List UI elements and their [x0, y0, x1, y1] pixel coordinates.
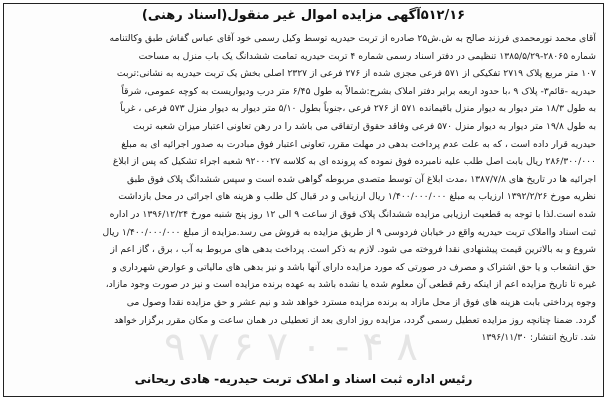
notice-line: وجوه پرداختی بابت هزینه های فوق از محل مازاد به برنده مزایده مسترد خواهد شد و نیم عشر و حق مزایده نقدا وصول می	[126, 296, 596, 308]
notice-title: ۵۱۲/۱۶آگهی مزایده اموال غیر منقول(اسناد رهنی)	[141, 8, 466, 23]
notice-signature: رئیس اداره ثبت اسناد و املاک تربت حیدریه- هادی ریحانی	[134, 372, 473, 386]
notice-body	[11, 30, 596, 348]
notice-line: نظریه مورخ ۱۳۹۲/۲/۲۶ ارزیاب به مبلغ ۱/۴۰۰/۰۰۰/۰۰۰ ریال ارزیابی و در قبال کل طلب و هزینه های اجرائی در محل بازداشت	[118, 191, 596, 203]
notice-line: حق انشعاب و یا حق اشتراک و مصرف در صورتی که مورد مزایده دارای آنها باشد و نیز بدهی های مالیاتی و عوارض شهرداری و	[112, 261, 596, 273]
notice-line: شده است.لذا با توجه به قطعیت ارزیابی مزایده ششدانگ پلاک فوق از ساعت ۹ الی ۱۲ روز پنج شنبه مورخ ۱۳۹۶/۱۲/۲۴ در اداره	[109, 208, 596, 220]
notice-line: اجرائیه ها در تاریخ های ۱۳۸۷/۷/۸ ،مدت ابلاغ آن توسط متصدی مربوطه گواهی شده است و سپس ششدانگ پلاک فوق طبق	[126, 173, 596, 185]
notice-line: حیدریه -قائم۳- پلاک ۹ ،با حدود اربعه برابر دفتر املاک بشرح:شمالاً به طول ۶/۴۵ متر درب ودیواریست به کوچه عمومی، شرقاً	[121, 85, 596, 97]
notice-line: حیدریه قرار داده است ، که به علت عدم پرداخت بدهی در مهلت مقرر، تعاونی اعتبار فوق مبادرت به صدور اجرائیه ای به مبلغ	[121, 138, 596, 150]
notice-line: غیره تا تاریخ مزایده اعم از اینکه رقم قطعی آن معلوم شده یا نشده باشد به عهده برنده مزایده است و نیز در صورت وجود مازاد،	[105, 279, 596, 291]
notice-line: آقای محمد نورمحمدی فرزند صالح به ش.ش۲۵ صادره از تربت حیدریه توسط وکیل رسمی خود آقای عباس گفاش طبق وکالتنامه	[109, 33, 596, 44]
notice-line: ۲۸۶/۳۰۰/۰۰۰ ریال بابت اصل طلب علیه نامبرده فوق نموده که پرونده ای به کلاسه ۹۲۰۰۰۲۷ شعبه اجراء تشکیل که پس از ابلاغ	[112, 156, 596, 168]
notice-line: به طول ۱۸/۳ متر دیوار به دیوار منزل باقیمانده ۵۷۱ از ۲۷۶ فرعی ،جنوباً بطول ۵/۱۰ متر دیوار به دیوار منزل ۵۷۳ فرعی ، غرباً	[120, 103, 596, 115]
notice-line: شد. تاریخ انتشار: ۱۳۹۶/۱۱/۳۰	[481, 332, 596, 344]
watermark: ۹ ۷ ۶ ۷ ۰ - ۴ ۸	[164, 324, 418, 370]
notice-line: گردد. ضمنا چنانچه روز مزایده تعطیل رسمی گردد، مزایده روز اداری بعد از تعطیلی در همان ساعت و مکان مقرر برگزار خواهد	[114, 314, 596, 326]
notice-line: ثبت اسناد وااملاک تربت حیدریه واقع در خیابان فردوسی ۹ از طریق مزایده به فروش می رسد.مزایده از مبلغ ۱/۴۰۰/۰۰۰/۰۰۰ ریال	[102, 226, 596, 238]
notice-line: شماره ۲۸۰۶۵-۱۳۸۵/۵/۲۹ تنظیمی در دفتر اسناد رسمی شماره ۴ تربت حیدریه تمامت ششدانگ یک باب منزل به مساحت	[138, 50, 596, 62]
notice-line: ۱۰۷ متر مربع پلاک ۲۷۱۹ تفکیکی از ۵۷۱ فرعی مجزی شده از ۲۷۶ فرعی از ۲۳۲۷ اصلی بخش یک تربت حیدریه به نشانی:تربت	[116, 68, 596, 80]
notice-line: به طول ۱۹/۸ متر دیوار به دیوار منزل ۵۷۰ فرعی وفاقد حقوق ارتفاقی می باشد را در رهن تعاونی اعتبار میزان شعبه تربت	[133, 120, 596, 132]
notice-line: شروع و به بالاترین قیمت پیشنهادی نقدا فروخته می شود. لازم به ذکر است. پرداخت بدهی های مربوط به آب ، برق ، گاز اعم از	[110, 244, 596, 256]
notice-frame	[3, 3, 604, 397]
